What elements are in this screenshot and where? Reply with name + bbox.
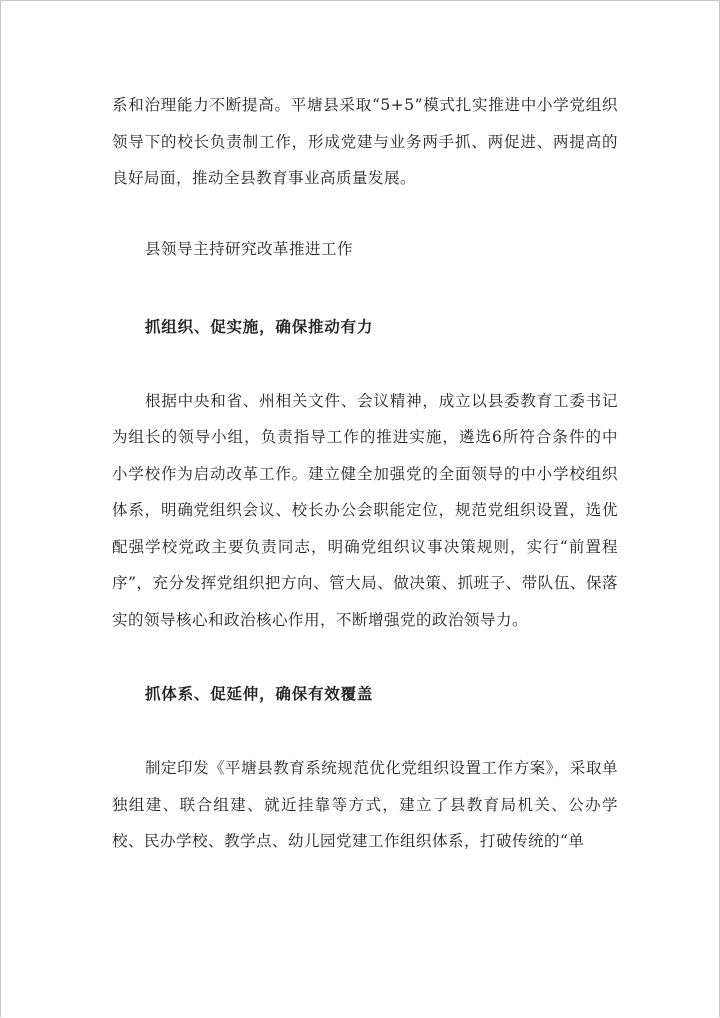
section-paragraph-1: 根据中央和省、州相关文件、会议精神，成立以县委教育工委书记为组长的领导小组，负责指导工作的推进实施，遴选6所符合条件的中小学校作为启动改革工作。建立健全加强党的全面领导的中小学校组织体系，明确党组织会议、校长办公会职能定位，规范党组织设置，选优配强学校党政主要负责同志，明确党组织议事决策规则，实行“前置程序”，充分发挥党组织把方向、管大局、做决策、抓班子、带队伍、保落实的领导核心和政治核心作用，不断增强党的政治领导力。 <box>112 391 618 629</box>
section-heading-1: 抓组织、促实施，确保推动有力 <box>145 316 374 336</box>
intro-paragraph: 系和治理能力不断提高。平塘县采取“5+5”模式扎实推进中小学党组织领导下的校长负责制工作，形成党建与业务两手抓、两促进、两提高的良好局面，推动全县教育事业高质量发展。 <box>112 96 618 187</box>
image-caption: 县领导主持研究改革推进工作 <box>145 239 354 258</box>
document-body <box>112 87 618 860</box>
section-paragraph-2: 制定印发《平塘县教育系统规范优化党组织设置工作方案》，采取单独组建、联合组建、就近挂靠等方式，建立了县教育局机关、公办学校、民办学校、教学点、幼儿园党建工作组织体系，打破传统的“单 <box>112 759 618 850</box>
section-heading-2: 抓体系、促延伸，确保有效覆盖 <box>145 684 374 703</box>
